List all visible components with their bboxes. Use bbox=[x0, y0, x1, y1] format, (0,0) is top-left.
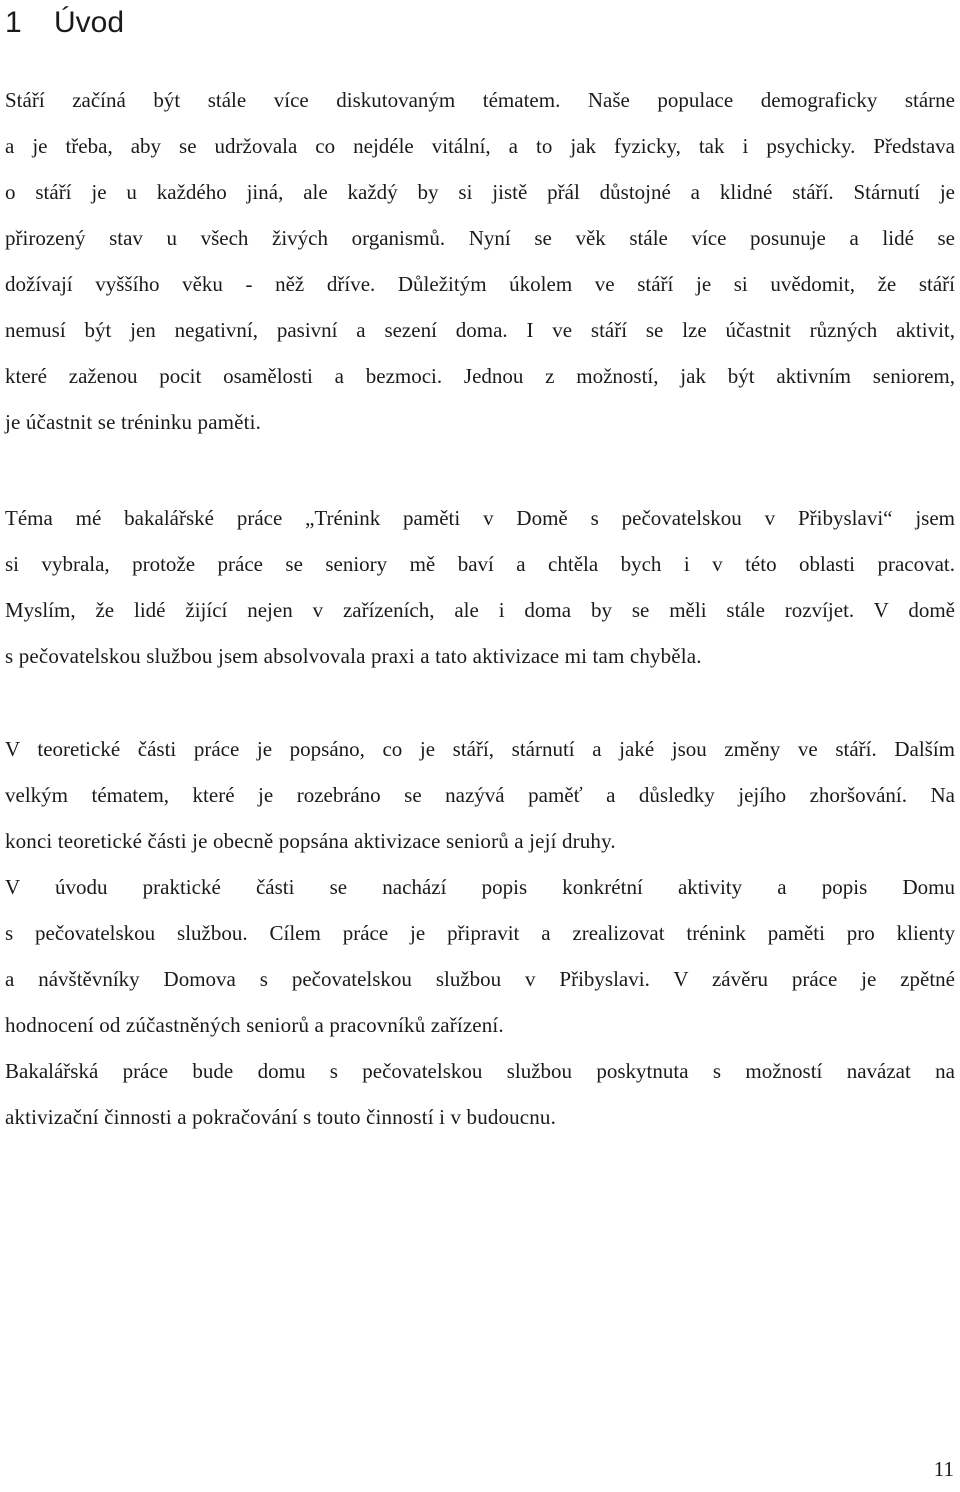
text-line: velkým tématem, které je rozebráno se nazývá paměť a důsledky jejího zhoršování. Na bbox=[5, 783, 955, 807]
text-line: V úvodu praktické části se nachází popis konkrétní aktivity a popis Domu bbox=[5, 875, 955, 899]
text-line: konci teoretické části je obecně popsána aktivizace seniorů a její druhy. bbox=[5, 829, 616, 853]
chapter-heading bbox=[5, 0, 124, 46]
text-line: s pečovatelskou službou jsem absolvovala praxi a tato aktivizace mi tam chyběla. bbox=[5, 644, 702, 668]
text-line: Stáří začíná být stále více diskutovaným tématem. Naše populace demograficky stárne bbox=[5, 88, 955, 112]
text-line: Myslím, že lidé žijící nejen v zařízeních, ale i doma by se měli stále rozvíjet. V domě bbox=[5, 598, 955, 622]
text-line: Bakalářská práce bude domu s pečovatelskou službou poskytnuta s možností navázat na bbox=[5, 1059, 955, 1083]
text-line: a návštěvníky Domova s pečovatelskou službou v Přibyslavi. V závěru práce je zpětné bbox=[5, 967, 955, 991]
chapter-number: 1 bbox=[5, 6, 22, 39]
text-line: o stáří je u každého jiná, ale každý by si jistě přál důstojné a klidné stáří. Stárnutí je bbox=[5, 180, 955, 204]
text-line: které zaženou pocit osamělosti a bezmoci. Jednou z možností, jak být aktivním seniorem, bbox=[5, 364, 955, 388]
text-line: nemusí být jen negativní, pasivní a sezení doma. I ve stáří se lze účastnit různých aktivit, bbox=[5, 318, 955, 342]
text-line: a je třeba, aby se udržovala co nejdéle vitální, a to jak fyzicky, tak i psychicky. Představa bbox=[5, 134, 955, 158]
text-line: hodnocení od zúčastněných seniorů a pracovníků zařízení. bbox=[5, 1013, 504, 1037]
text-line: přirozený stav u všech živých organismů. Nyní se věk stále více posunuje a lidé se bbox=[5, 226, 955, 250]
page-number: 11 bbox=[933, 1457, 954, 1481]
text-line: s pečovatelskou službou. Cílem práce je připravit a zrealizovat trénink paměti pro klienty bbox=[5, 921, 955, 945]
text-line: dožívají vyššího věku - něž dříve. Důležitým úkolem ve stáří je si uvědomit, že stáří bbox=[5, 272, 955, 296]
text-line: si vybrala, protože práce se seniory mě baví a chtěla bych i v této oblasti pracovat. bbox=[5, 552, 955, 576]
text-line: aktivizační činnosti a pokračování s touto činností i v budoucnu. bbox=[5, 1105, 556, 1129]
text-line: V teoretické části práce je popsáno, co je stáří, stárnutí a jaké jsou změny ve stáří. Dalším bbox=[5, 737, 955, 761]
text-line: Téma mé bakalářské práce „Trénink paměti v Domě s pečovatelskou v Přibyslavi“ jsem bbox=[5, 506, 955, 530]
text-line: je účastnit se tréninku paměti. bbox=[5, 410, 261, 434]
chapter-title: Úvod bbox=[54, 6, 125, 39]
